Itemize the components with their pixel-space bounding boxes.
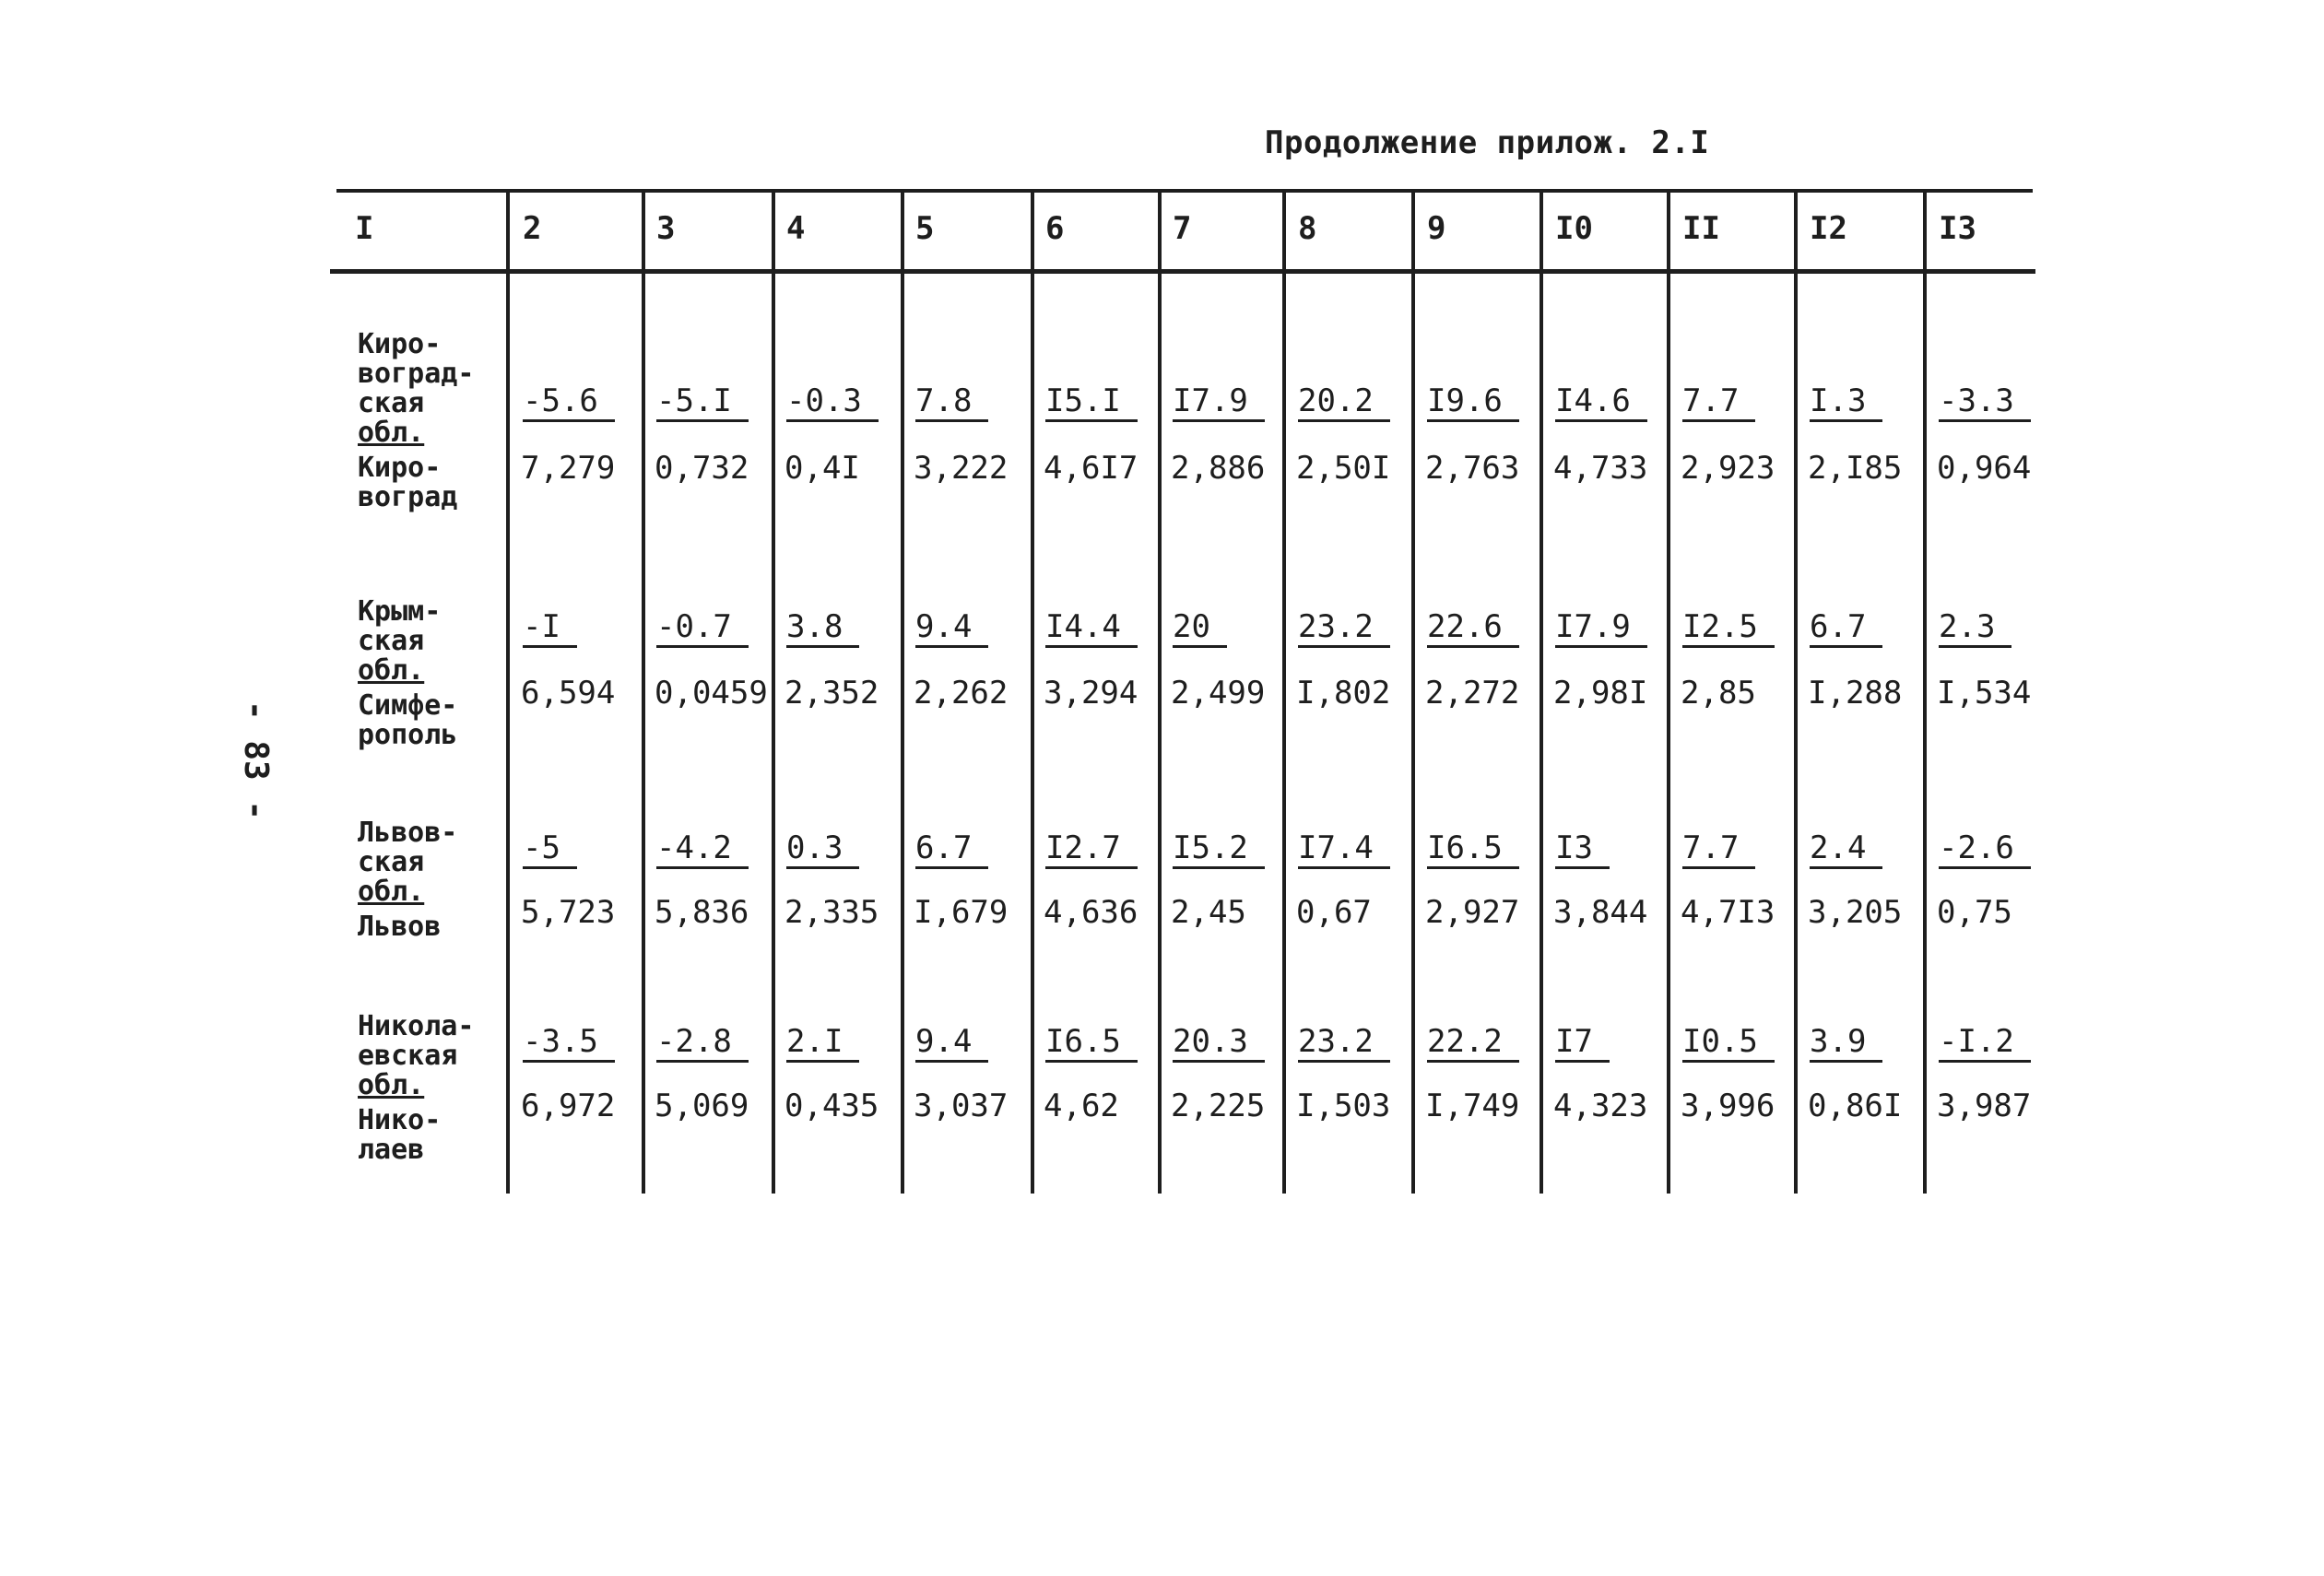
- cell-top-value: 22.2: [1427, 1023, 1519, 1063]
- cell-top-value: -0.3: [786, 382, 879, 422]
- cell-bottom-value: 5,723: [521, 894, 616, 931]
- column-header: 8: [1298, 210, 1317, 247]
- cell-bottom-value: 3,844: [1553, 894, 1648, 931]
- cell-bottom-value: 0,964: [1937, 450, 2032, 487]
- cell-bottom-value: 3,205: [1808, 894, 1903, 931]
- cell-bottom-value: 4,636: [1044, 894, 1138, 931]
- column-header: 2: [523, 210, 542, 247]
- cell-bottom-value: 5,069: [655, 1088, 749, 1124]
- cell-bottom-value: 3,987: [1937, 1088, 2032, 1124]
- cell-bottom-value: 4,62: [1044, 1088, 1119, 1124]
- column-divider: [1158, 192, 1162, 1194]
- cell-bottom-value: I,503: [1296, 1088, 1391, 1124]
- region-abbrev: обл.: [358, 1069, 425, 1101]
- region-name: Никола- евская: [358, 1010, 475, 1072]
- cell-bottom-value: 4,323: [1553, 1088, 1648, 1124]
- cell-top-value: 2.I: [786, 1023, 859, 1063]
- cell-bottom-value: 0,0459: [655, 675, 768, 712]
- cell-top-value: 6.7: [1810, 608, 1882, 648]
- cell-top-value: -I.2: [1939, 1023, 2031, 1063]
- cell-top-value: I.3: [1810, 382, 1882, 422]
- cell-bottom-value: 2,763: [1425, 450, 1520, 487]
- cell-top-value: 20.2: [1298, 382, 1390, 422]
- table-top-rule: [336, 189, 2033, 193]
- cell-top-value: -5.I: [656, 382, 749, 422]
- cell-top-value: -3.3: [1939, 382, 2031, 422]
- cell-top-value: 20.3: [1173, 1023, 1265, 1063]
- region-name: Львов- ская: [358, 817, 458, 878]
- cell-bottom-value: 2,262: [914, 675, 1009, 712]
- cell-top-value: I6.5: [1427, 829, 1519, 869]
- page-number: - 83 -: [237, 700, 275, 821]
- cell-top-value: I7.4: [1298, 829, 1390, 869]
- caption: Продолжение прилож. 2.I: [1265, 124, 1710, 161]
- cell-bottom-value: 2,I85: [1808, 450, 1903, 487]
- column-header: I: [355, 210, 374, 247]
- cell-top-value: 0.3: [786, 829, 859, 869]
- cell-bottom-value: 2,50I: [1296, 450, 1391, 487]
- cell-bottom-value: 2,45: [1171, 894, 1246, 931]
- cell-bottom-value: 5,836: [655, 894, 749, 931]
- cell-top-value: 3.8: [786, 608, 859, 648]
- cell-bottom-value: 2,225: [1171, 1088, 1266, 1124]
- city-name: Нико- лаев: [358, 1104, 442, 1166]
- column-divider: [506, 192, 510, 1194]
- cell-top-value: -5.6: [523, 382, 615, 422]
- column-header: II: [1682, 210, 1720, 247]
- cell-bottom-value: 2,927: [1425, 894, 1520, 931]
- column-divider: [1282, 192, 1286, 1194]
- row-label: [358, 818, 457, 942]
- cell-top-value: 3.9: [1810, 1023, 1882, 1063]
- column-divider: [1540, 192, 1543, 1194]
- region-abbrev: обл.: [358, 417, 425, 449]
- cell-top-value: I4.6: [1555, 382, 1647, 422]
- cell-bottom-value: 6,972: [521, 1088, 616, 1124]
- cell-bottom-value: 0,4I: [784, 450, 860, 487]
- column-divider: [772, 192, 775, 1194]
- row-label: [358, 1012, 474, 1165]
- cell-bottom-value: 2,335: [784, 894, 879, 931]
- cell-bottom-value: 6,594: [521, 675, 616, 712]
- cell-bottom-value: 0,75: [1937, 894, 2012, 931]
- cell-top-value: 23.2: [1298, 608, 1390, 648]
- cell-bottom-value: 3,294: [1044, 675, 1138, 712]
- cell-bottom-value: 2,352: [784, 675, 879, 712]
- column-header: 4: [786, 210, 806, 247]
- region-name: Крым- ская: [358, 595, 442, 657]
- cell-bottom-value: 4,6I7: [1044, 450, 1138, 487]
- city-name: Киро- воград: [358, 452, 458, 513]
- region-abbrev: обл.: [358, 876, 425, 908]
- cell-bottom-value: 7,279: [521, 450, 616, 487]
- cell-top-value: I3: [1555, 829, 1610, 869]
- cell-top-value: 22.6: [1427, 608, 1519, 648]
- cell-top-value: -0.7: [656, 608, 749, 648]
- cell-top-value: I7.9: [1173, 382, 1265, 422]
- cell-top-value: I5.2: [1173, 829, 1265, 869]
- column-header: I3: [1939, 210, 1976, 247]
- cell-top-value: I4.4: [1045, 608, 1138, 648]
- column-header: 9: [1427, 210, 1446, 247]
- cell-top-value: I7: [1555, 1023, 1610, 1063]
- cell-top-value: I2.5: [1682, 608, 1775, 648]
- cell-bottom-value: 3,037: [914, 1088, 1009, 1124]
- cell-top-value: -I: [523, 608, 577, 648]
- column-header: I2: [1810, 210, 1847, 247]
- region-name: Киро- воград- ская: [358, 328, 475, 419]
- cell-bottom-value: 3,222: [914, 450, 1009, 487]
- cell-top-value: 2.3: [1939, 608, 2011, 648]
- column-divider: [1411, 192, 1415, 1194]
- cell-top-value: I7.9: [1555, 608, 1647, 648]
- cell-top-value: 7.8: [915, 382, 988, 422]
- cell-top-value: -3.5: [523, 1023, 615, 1063]
- cell-top-value: 7.7: [1682, 829, 1755, 869]
- cell-top-value: 9.4: [915, 608, 988, 648]
- row-label: [358, 597, 457, 750]
- cell-bottom-value: I,534: [1937, 675, 2032, 712]
- cell-bottom-value: 2,98I: [1553, 675, 1648, 712]
- column-header: 5: [915, 210, 935, 247]
- cell-bottom-value: 0,732: [655, 450, 749, 487]
- cell-top-value: 7.7: [1682, 382, 1755, 422]
- column-divider: [1667, 192, 1670, 1194]
- cell-bottom-value: 3,996: [1681, 1088, 1775, 1124]
- cell-top-value: 6.7: [915, 829, 988, 869]
- cell-bottom-value: I,802: [1296, 675, 1391, 712]
- cell-bottom-value: I,288: [1808, 675, 1903, 712]
- cell-top-value: -2.8: [656, 1023, 749, 1063]
- cell-bottom-value: 2,85: [1681, 675, 1756, 712]
- cell-top-value: -5: [523, 829, 577, 869]
- cell-bottom-value: 2,923: [1681, 450, 1775, 487]
- cell-top-value: 23.2: [1298, 1023, 1390, 1063]
- city-name: Симфе- рополь: [358, 689, 458, 751]
- cell-bottom-value: 0,86I: [1808, 1088, 1903, 1124]
- cell-bottom-value: 0,435: [784, 1088, 879, 1124]
- cell-bottom-value: 0,67: [1296, 894, 1372, 931]
- column-divider: [642, 192, 645, 1194]
- cell-bottom-value: 2,272: [1425, 675, 1520, 712]
- cell-bottom-value: 2,886: [1171, 450, 1266, 487]
- column-divider: [1031, 192, 1034, 1194]
- cell-top-value: 9.4: [915, 1023, 988, 1063]
- cell-top-value: 20: [1173, 608, 1227, 648]
- column-header: I0: [1555, 210, 1593, 247]
- column-header: 7: [1173, 210, 1192, 247]
- cell-top-value: I0.5: [1682, 1023, 1775, 1063]
- cell-top-value: I5.I: [1045, 382, 1138, 422]
- region-abbrev: обл.: [358, 654, 425, 687]
- cell-top-value: I6.5: [1045, 1023, 1138, 1063]
- city-name: Львов: [358, 911, 442, 943]
- cell-bottom-value: 2,499: [1171, 675, 1266, 712]
- cell-bottom-value: I,749: [1425, 1088, 1520, 1124]
- cell-top-value: I2.7: [1045, 829, 1138, 869]
- cell-top-value: -4.2: [656, 829, 749, 869]
- column-divider: [1794, 192, 1798, 1194]
- cell-top-value: -2.6: [1939, 829, 2031, 869]
- row-label: [358, 330, 474, 512]
- column-header: 3: [656, 210, 676, 247]
- column-header: 6: [1045, 210, 1065, 247]
- column-divider: [1923, 192, 1927, 1194]
- column-divider: [901, 192, 904, 1194]
- cell-bottom-value: 4,7I3: [1681, 894, 1775, 931]
- cell-bottom-value: I,679: [914, 894, 1009, 931]
- header-bottom-rule: [330, 269, 2035, 274]
- cell-top-value: 2.4: [1810, 829, 1882, 869]
- cell-bottom-value: 4,733: [1553, 450, 1648, 487]
- cell-top-value: I9.6: [1427, 382, 1519, 422]
